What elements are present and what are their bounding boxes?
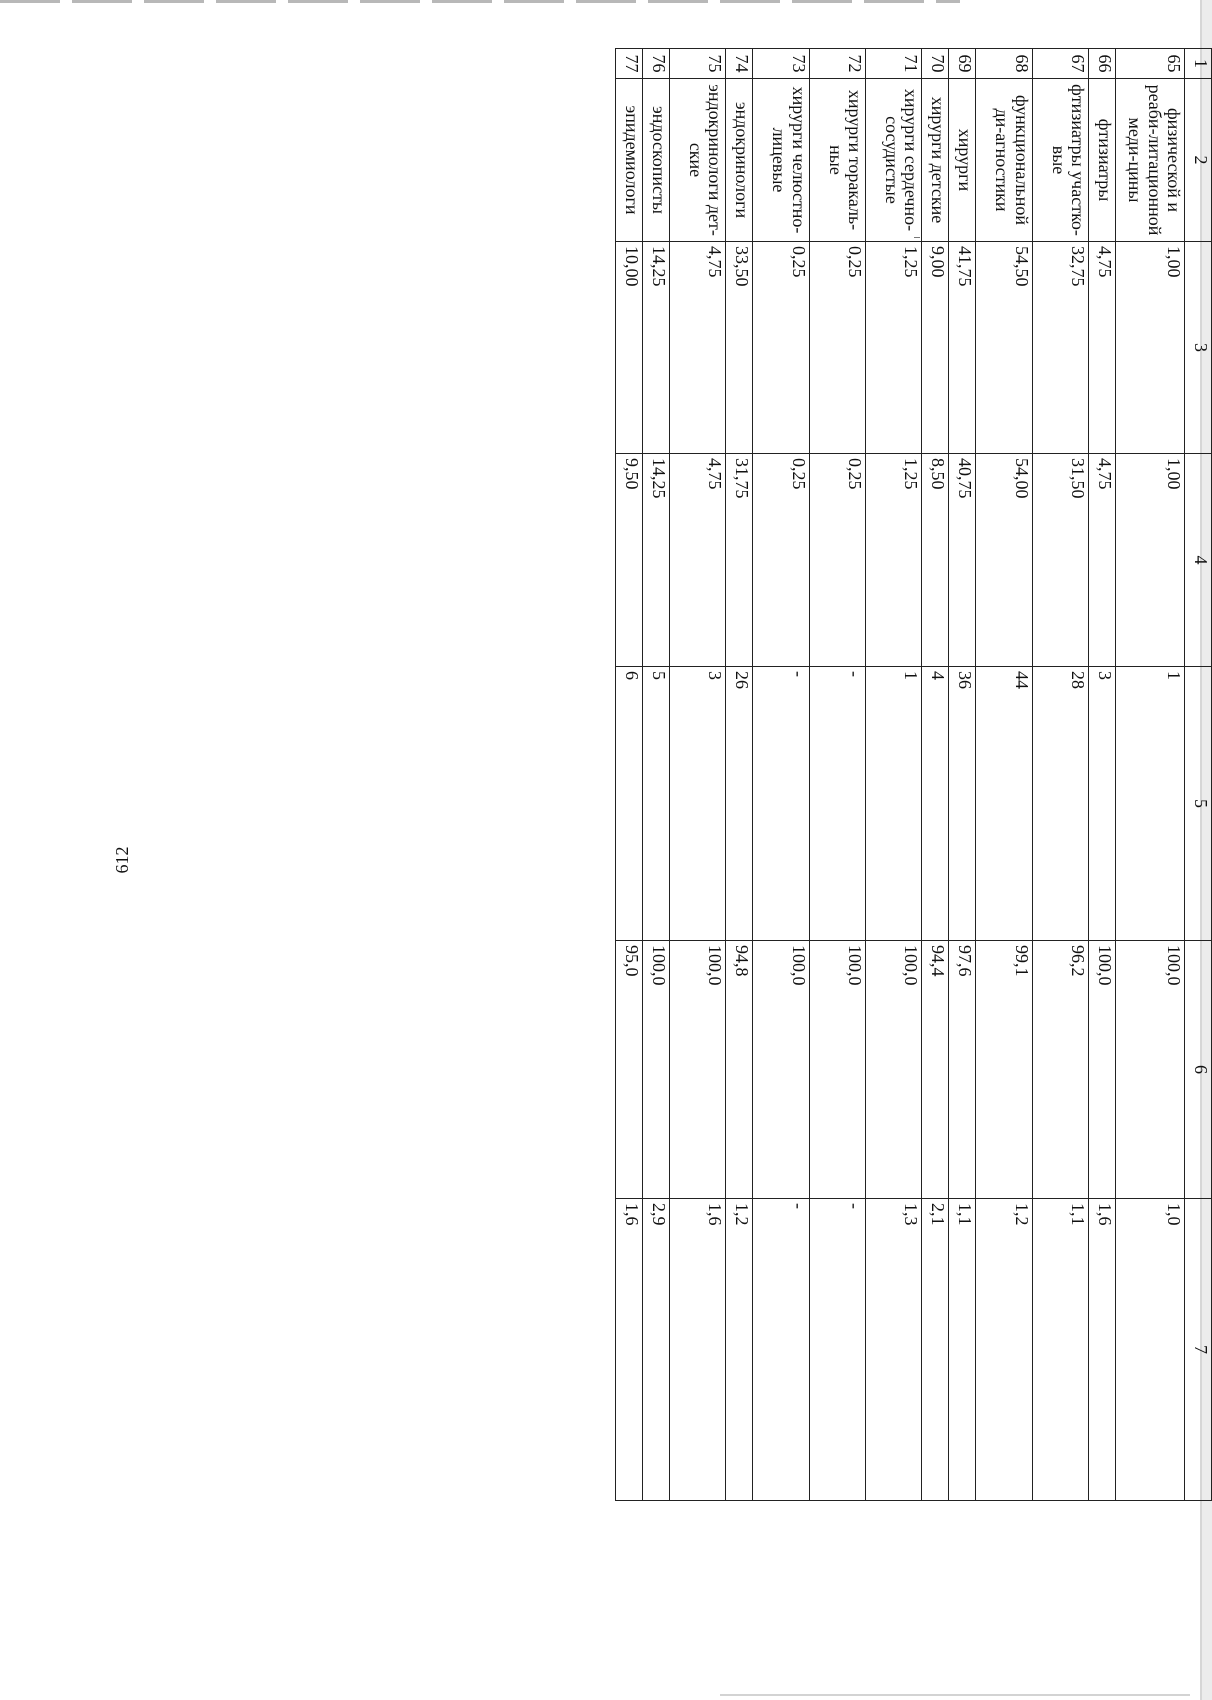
value-cell: 1,25 — [866, 454, 922, 667]
value-cell: - — [809, 1199, 865, 1501]
row-number: 77 — [616, 49, 643, 79]
value-cell: 4,75 — [1088, 242, 1115, 454]
table-row — [922, 49, 949, 1501]
value-cell: 0,25 — [809, 242, 865, 454]
value-cell: 1 — [1115, 667, 1184, 941]
value-cell: 32,75 — [1032, 242, 1088, 454]
specialty-name: хирурги торакаль-ные — [809, 79, 865, 242]
table-row — [949, 49, 976, 1501]
value-cell: 100,0 — [753, 941, 809, 1199]
specialty-name: эндоскописты — [643, 79, 670, 242]
table-row — [866, 49, 922, 1501]
page-number: 612 — [112, 846, 132, 874]
value-cell: 0,25 — [753, 242, 809, 454]
specialty-name: функциональной ди-агностики — [976, 79, 1032, 242]
value-cell: 31,50 — [1032, 454, 1088, 667]
table-row — [1088, 49, 1115, 1501]
value-cell: 100,0 — [670, 941, 726, 1199]
row-number: 75 — [670, 49, 726, 79]
specialty-name: хирурги челюстно-лицевые — [753, 79, 809, 242]
value-cell: 100,0 — [866, 941, 922, 1199]
value-cell: 4,75 — [670, 242, 726, 454]
value-cell: 99,1 — [976, 941, 1032, 1199]
value-cell: 54,50 — [976, 242, 1032, 454]
value-cell: 100,0 — [643, 941, 670, 1199]
value-cell: 1,1 — [1032, 1199, 1088, 1501]
header-cell: 3 — [1185, 242, 1212, 454]
table-row — [809, 49, 865, 1501]
value-cell: 2,1 — [922, 1199, 949, 1501]
row-number: 73 — [753, 49, 809, 79]
value-cell: 5 — [643, 667, 670, 941]
value-cell: 26 — [726, 667, 753, 941]
table-row — [726, 49, 753, 1501]
specialty-name: эндокринологи — [726, 79, 753, 242]
value-cell: 14,25 — [643, 242, 670, 454]
table-row — [976, 49, 1032, 1501]
value-cell: 4,75 — [670, 454, 726, 667]
value-cell: 1 — [866, 667, 922, 941]
value-cell: 100,0 — [809, 941, 865, 1199]
specialty-name: физической и реаби-литационной меди-цины — [1115, 79, 1184, 242]
value-cell: 41,75 — [949, 242, 976, 454]
value-cell: 1,25 — [866, 242, 922, 454]
row-number: 68 — [976, 49, 1032, 79]
table-row — [670, 49, 726, 1501]
value-cell: - — [809, 667, 865, 941]
value-cell: 1,2 — [726, 1199, 753, 1501]
specialty-name: хирурги сердечно-сосудистые — [866, 79, 922, 242]
header-cell: 7 — [1185, 1199, 1212, 1501]
header-cell: 4 — [1185, 454, 1212, 667]
value-cell: 1,6 — [670, 1199, 726, 1501]
value-cell: 6 — [616, 667, 643, 941]
value-cell: 1,2 — [976, 1199, 1032, 1501]
specialty-name: фтизиатры — [1088, 79, 1115, 242]
value-cell: 1,0 — [1115, 1199, 1184, 1501]
value-cell: 1,6 — [1088, 1199, 1115, 1501]
value-cell: 4 — [922, 667, 949, 941]
table-row — [643, 49, 670, 1501]
value-cell: 14,25 — [643, 454, 670, 667]
row-number: 70 — [922, 49, 949, 79]
row-number: 67 — [1032, 49, 1088, 79]
value-cell: 44 — [976, 667, 1032, 941]
scan-edge-top — [0, 0, 960, 3]
row-number: 76 — [643, 49, 670, 79]
value-cell: - — [753, 1199, 809, 1501]
value-cell: 100,0 — [1088, 941, 1115, 1199]
header-cell: 1 — [1185, 49, 1212, 79]
value-cell: 1,00 — [1115, 454, 1184, 667]
value-cell: 1,1 — [949, 1199, 976, 1501]
row-number: 69 — [949, 49, 976, 79]
specialty-name: эпидемиологи — [616, 79, 643, 242]
scan-edge-bottom — [720, 1694, 1190, 1696]
table-header-row — [1185, 49, 1212, 1501]
value-cell: 33,50 — [726, 242, 753, 454]
specialty-name: хирурги — [949, 79, 976, 242]
value-cell: 10,00 — [616, 242, 643, 454]
value-cell: 97,6 — [949, 941, 976, 1199]
table-row — [1032, 49, 1088, 1501]
value-cell: 96,2 — [1032, 941, 1088, 1199]
value-cell: 1,6 — [616, 1199, 643, 1501]
table-row — [753, 49, 809, 1501]
value-cell: 95,0 — [616, 941, 643, 1199]
value-cell: 94,8 — [726, 941, 753, 1199]
specialty-name: эндокринологи дет-ские — [670, 79, 726, 242]
value-cell: 4,75 — [1088, 454, 1115, 667]
value-cell: 100,0 — [1115, 941, 1184, 1199]
value-cell: 1,00 — [1115, 242, 1184, 454]
row-number: 71 — [866, 49, 922, 79]
value-cell: 9,00 — [922, 242, 949, 454]
value-cell: 3 — [1088, 667, 1115, 941]
header-cell: 5 — [1185, 667, 1212, 941]
value-cell: 1,3 — [866, 1199, 922, 1501]
staff-table — [615, 48, 1212, 1501]
value-cell: 36 — [949, 667, 976, 941]
specialty-name: хирурги детские — [922, 79, 949, 242]
row-number: 74 — [726, 49, 753, 79]
value-cell: 28 — [1032, 667, 1088, 941]
value-cell: 31,75 — [726, 454, 753, 667]
row-number: 72 — [809, 49, 865, 79]
value-cell: 94,4 — [922, 941, 949, 1199]
value-cell: 3 — [670, 667, 726, 941]
header-cell: 6 — [1185, 941, 1212, 1199]
table-row — [616, 49, 643, 1501]
value-cell: 54,00 — [976, 454, 1032, 667]
value-cell: 0,25 — [753, 454, 809, 667]
value-cell: 2,9 — [643, 1199, 670, 1501]
header-cell: 2 — [1185, 79, 1212, 242]
table-row — [1115, 49, 1184, 1501]
row-number: 66 — [1088, 49, 1115, 79]
value-cell: 8,50 — [922, 454, 949, 667]
value-cell: 40,75 — [949, 454, 976, 667]
rotated-table-container — [615, 48, 1212, 1500]
value-cell: - — [753, 667, 809, 941]
specialty-name: фтизиатры участко-вые — [1032, 79, 1088, 242]
value-cell: 0,25 — [809, 454, 865, 667]
value-cell: 9,50 — [616, 454, 643, 667]
row-number: 65 — [1115, 49, 1184, 79]
